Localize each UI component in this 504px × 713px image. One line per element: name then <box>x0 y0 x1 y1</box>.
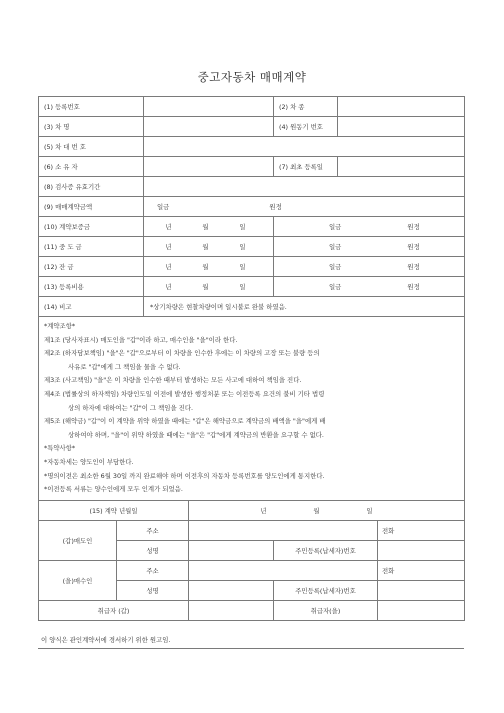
row-reg-cost <box>39 277 465 297</box>
seller-resident-label: 주민등록(납세자)번호 <box>274 540 378 560</box>
balance-day: 일 <box>239 263 246 271</box>
buyer-address-value[interactable] <box>189 560 378 580</box>
row-terms <box>39 317 465 501</box>
seller-resident-value[interactable] <box>378 540 465 560</box>
reg-cost-amount[interactable] <box>274 277 465 297</box>
deposit-date[interactable] <box>144 217 274 237</box>
price-label: (9) 매매계약금액 <box>39 197 144 217</box>
contract-table <box>38 96 465 621</box>
deposit-ilgeum: 일금 <box>329 223 342 231</box>
contract-month: 월 <box>313 506 320 515</box>
deposit-day: 일 <box>239 223 246 231</box>
article-5: 제5조 (해약금) "갑"이 이 계약을 위약 하였을 때에는 "갑"은 해약금으로 계약금의 배액을 "을"에게 배 <box>44 417 326 426</box>
seller-label: (갑)매도인 <box>39 520 117 560</box>
middle-ilgeum: 일금 <box>329 243 342 251</box>
reg-no-label: (1) 등록번호 <box>39 97 144 117</box>
article-2-cont: 사유로 "갑"에게 그 책임을 물을 수 없다. <box>68 362 181 371</box>
handler-b-value[interactable] <box>378 600 465 620</box>
article-3: 제3조 (사고책임) "을"은 이 차량을 인수한 때부터 발생하는 모든 사고에 대하여 책임을 진다. <box>44 376 302 385</box>
middle-date[interactable] <box>144 237 274 257</box>
special-2: *명의이전은 최소한 6월 30일 까지 완료해야 하며 이전후의 자동차 등록번호를 양도인에게 통지한다. <box>44 471 325 480</box>
middle-label: (11) 중 도 금 <box>39 237 144 257</box>
balance-month: 월 <box>202 263 209 271</box>
contract-date-label: (15) 계약 년월일 <box>39 500 189 520</box>
reg-cost-label: (13) 등록비용 <box>39 277 144 297</box>
seller-name-label: 성명 <box>117 540 189 560</box>
article-4: 제4조 (법률상의 하자책임) 차량인도일 이전에 발생한 행정처분 또는 이전등록 요건의 불비 기타 법령 <box>44 389 325 398</box>
row-deposit <box>39 217 465 237</box>
seller-phone[interactable] <box>378 520 465 540</box>
motor-no-label: (4) 원동기 번호 <box>274 117 338 137</box>
buyer-name-value[interactable] <box>189 580 274 600</box>
balance-date[interactable] <box>144 257 274 277</box>
article-2: 제2조 (하자담보책임) "을"은 "갑"으로부터 이 차량을 인수한 후에는 이 차량의 고장 또는 불량 등의 <box>44 349 320 358</box>
article-1: 제1조 (당사자표시) 매도인을 "갑"이라 하고, 매수인을 "을"이라 한다. <box>44 335 238 344</box>
owner-label: (6) 소 유 자 <box>39 157 144 177</box>
deposit-month: 월 <box>202 223 209 231</box>
car-name-label: (3) 차 명 <box>39 117 144 137</box>
buyer-address-label: 주소 <box>117 560 189 580</box>
inspection-label: (8) 검사증 유효기간 <box>39 177 144 197</box>
reg-cost-day: 일 <box>239 283 246 291</box>
row-middle <box>39 237 465 257</box>
row-reg-no <box>39 97 465 117</box>
footer-note: 이 양식은 관인계약서에 경서하기 위한 원고임. <box>38 634 464 649</box>
deposit-won: 원정 <box>407 223 420 231</box>
seller-phone-label: 전화 <box>382 526 395 535</box>
reg-cost-date[interactable] <box>144 277 274 297</box>
row-seller-address <box>39 520 465 540</box>
handler-a-label: 취급자 (갑) <box>39 600 189 620</box>
middle-year: 년 <box>165 243 172 251</box>
reg-cost-month: 월 <box>202 283 209 291</box>
deposit-amount[interactable] <box>274 217 465 237</box>
remarks-label: (14) 비고 <box>39 297 144 317</box>
row-remarks <box>39 297 465 317</box>
balance-won: 원정 <box>407 263 420 271</box>
reg-cost-ilgeum: 일금 <box>329 283 342 291</box>
article-4-cont: 상의 하자에 대하여는 "갑"이 그 책임을 진다. <box>68 403 194 412</box>
reg-no-value[interactable] <box>144 97 274 117</box>
middle-month: 월 <box>202 243 209 251</box>
price-ilgeum: 일금 <box>157 203 170 211</box>
buyer-label: (을)매수인 <box>39 560 117 600</box>
first-reg-label: (7) 최초 등록일 <box>274 157 338 177</box>
reg-cost-year: 년 <box>165 283 172 291</box>
balance-label: (12) 잔 금 <box>39 257 144 277</box>
row-owner <box>39 157 465 177</box>
seller-name-value[interactable] <box>189 540 274 560</box>
middle-won: 원정 <box>407 243 420 251</box>
special-3: *이전등록 서류는 양수인에게 모두 인계가 되었음. <box>44 485 183 494</box>
row-inspection <box>39 177 465 197</box>
chassis-label: (5) 차 대 번 호 <box>39 137 144 157</box>
special-header: *특약사항* <box>44 444 76 453</box>
contract-date-value[interactable] <box>189 500 465 520</box>
buyer-phone[interactable] <box>378 560 465 580</box>
special-1: *자동차세는 양도인이 부담한다. <box>44 457 134 466</box>
middle-day: 일 <box>239 243 246 251</box>
car-type-label: (2) 차 종 <box>274 97 338 117</box>
seller-address-value[interactable] <box>189 520 378 540</box>
handler-b-label: 취급자(을) <box>274 600 378 620</box>
motor-no-value[interactable] <box>338 117 465 137</box>
buyer-phone-label: 전화 <box>382 566 395 575</box>
balance-year: 년 <box>165 263 172 271</box>
handler-a-value[interactable] <box>189 600 274 620</box>
deposit-year: 년 <box>165 223 172 231</box>
contract-terms <box>39 317 465 501</box>
price-value[interactable] <box>144 197 465 217</box>
owner-value[interactable] <box>144 157 274 177</box>
row-buyer-address <box>39 560 465 580</box>
page-title: 중고자동차 매매계약 <box>197 70 307 84</box>
row-handlers <box>39 600 465 620</box>
row-contract-date <box>39 500 465 520</box>
terms-header: *계약조항* <box>44 322 76 330</box>
car-name-value[interactable] <box>144 117 274 137</box>
balance-amount[interactable] <box>274 257 465 277</box>
price-won: 원정 <box>269 203 282 211</box>
buyer-resident-value[interactable] <box>378 580 465 600</box>
chassis-value[interactable] <box>144 137 465 157</box>
buyer-resident-label: 주민등록(납세자)번호 <box>274 580 378 600</box>
balance-ilgeum: 일금 <box>329 263 342 271</box>
contract-year: 년 <box>260 506 267 515</box>
seller-address-label: 주소 <box>117 520 189 540</box>
remarks-value: *상기차량은 현찰차량이며 일시불로 완불 하였음. <box>144 297 465 317</box>
row-balance <box>39 257 465 277</box>
row-chassis <box>39 137 465 157</box>
reg-cost-won: 원정 <box>407 283 420 291</box>
row-car-name <box>39 117 465 137</box>
buyer-name-label: 성명 <box>117 580 189 600</box>
deposit-label: (10) 계약보증금 <box>39 217 144 237</box>
first-reg-value[interactable] <box>338 157 465 177</box>
article-5-cont: 상하여야 하며, "을"이 위약 하였을 때에는 "을"은 "갑"에게 계약금의 반환을 요구할 수 없다. <box>68 430 324 439</box>
middle-amount[interactable] <box>274 237 465 257</box>
inspection-value[interactable] <box>144 177 465 197</box>
row-price <box>39 197 465 217</box>
contract-day: 일 <box>366 506 373 515</box>
car-type-value[interactable] <box>338 97 465 117</box>
